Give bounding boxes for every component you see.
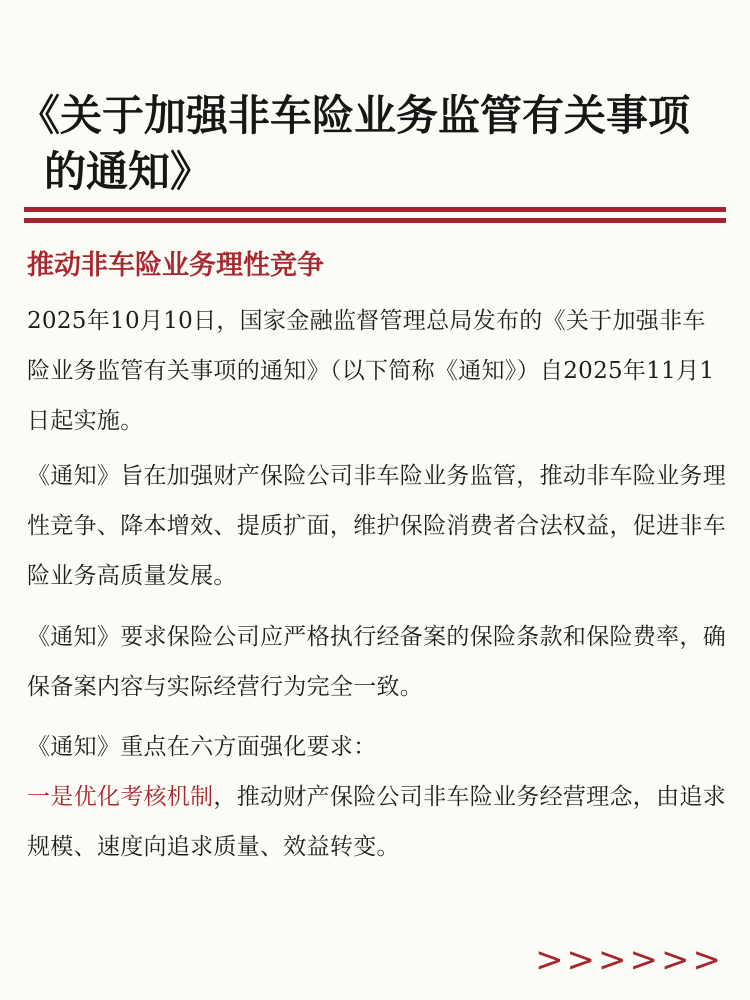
document-title-line-1: 《关于加强非车险业务监管有关事项 xyxy=(18,91,691,140)
section-heading: 推动非车险业务理性竞争 xyxy=(27,250,324,281)
paragraph-purpose: 《通知》旨在加强财产保险公司非车险业务监管，推动非车险业务理性竞争、降本增效、提质扩面，维护保险消费者合法权益，促进非车险业务高质量发展。 xyxy=(27,463,726,589)
paragraph-first-aspect xyxy=(27,772,727,872)
document-title xyxy=(18,88,738,200)
first-aspect-text: ，推动财产保险公司非车险业务经营理念，由追求规模、速度向追求质量、效益转变。 xyxy=(27,784,727,860)
title-divider-upper xyxy=(24,207,726,212)
document-title-line-2: 的通知》 xyxy=(44,147,213,196)
title-divider-lower xyxy=(24,218,726,223)
paragraph-six-aspects-intro: 《通知》重点在六方面强化要求： xyxy=(27,734,377,760)
paragraph-filing-requirement: 《通知》要求保险公司应严格执行经备案的保险条款和保险费率，确保备案内容与实际经营行为完全一致。 xyxy=(27,624,726,700)
paragraph-effective-date: 2025年10月10日，国家金融监督管理总局发布的《关于加强非车险业务监管有关事项的通知》（以下简称《通知》）自2025年11月1日起实施。 xyxy=(27,308,715,434)
continue-arrows-icon: >>>>>> xyxy=(535,940,724,980)
first-aspect-highlight: 一是优化考核机制 xyxy=(27,784,214,810)
